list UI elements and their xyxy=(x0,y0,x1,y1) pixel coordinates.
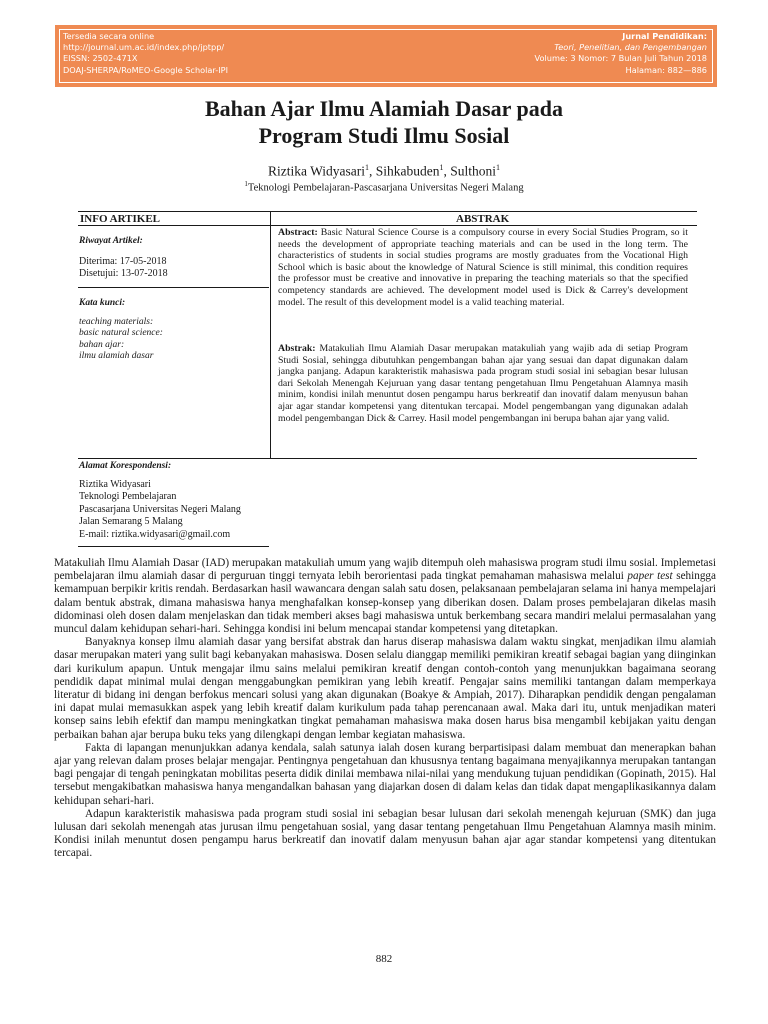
affiliation-sup: 1 xyxy=(244,180,248,188)
correspondence-line: Jalan Semarang 5 Malang xyxy=(79,516,183,527)
availability-line: Tersedia secara online xyxy=(63,31,155,41)
abstract-id-label: Abstrak: xyxy=(278,343,316,354)
correspondence-label: Alamat Korespondensi: xyxy=(79,461,172,471)
abstrak-heading: ABSTRAK xyxy=(456,213,510,225)
correspondence-line: Teknologi Pembelajaran xyxy=(79,491,177,502)
author-sup: 1 xyxy=(365,163,370,172)
keywords-label: Kata kunci: xyxy=(79,298,126,308)
author-name: Sihkabuden xyxy=(375,163,440,179)
keyword: basic natural science: xyxy=(79,328,163,338)
abstract-id-text: Matakuliah Ilmu Alamiah Dasar merupakan matakuliah yang wajib ada di setiap Program Studi Sosial, sehingga dibutuhkan pengembangan bahan ajar yang sesuai dan dapat digunakan dalam jangka panjang. Adapun karakteristik mahasiswa pada program studi sosial ini sebagian besar lulusan dari Sekolah Menengah Kejuruan yang dasar tentang pengetahuan Ilmu Pengetahuan Alamnya masih minim, kondisi inilah menuntut dosen pengampu harus berkreatif dan inovatif dalam menyusun bahan ajar agar standar kompetensi yang ditentukan tercapai. Model pengembangan yang digunakan adalah model pengembangan Dick & Carrey. Hasil model pengembangan ini berupa bahan ajar yang valid. xyxy=(278,343,688,424)
journal-url[interactable]: http://journal.um.ac.id/index.php/jptpp/ xyxy=(63,42,225,53)
affiliation xyxy=(0,180,768,194)
journal-name: Jurnal Pendidikan: xyxy=(622,31,707,41)
affiliation-text: Teknologi Pembelajaran-Pascasarjana Universitas Negeri Malang xyxy=(247,182,524,194)
body-paragraph: Adapun karakteristik mahasiswa pada program studi sosial ini sebagian besar lulusan dari sekolah menengah kejuruan (SMK) dan juga lulusan dari sekolah menengah atas jurusan ilmu pengetahuan sosial, yang dasar tentang pengetahuan Ilmu Pengetahuan Alamnya masih minim. Kondisi inilah menuntut dosen pengampu harus berkreatif dan inovatif dalam menyusun bahan ajar agar standar kompetensi yang ditentukan tercapai. xyxy=(54,807,716,860)
paper-title xyxy=(0,95,768,149)
correspondence-email[interactable]: E-mail: riztika.widyasari@gmail.com xyxy=(79,528,231,540)
keyword: teaching materials: xyxy=(79,316,154,327)
body-text xyxy=(54,557,716,861)
journal-info xyxy=(535,31,707,76)
availability-info xyxy=(63,31,228,76)
received-date: Diterima: 17-05-2018 xyxy=(79,255,167,267)
history-divider xyxy=(78,287,269,288)
history-label: Riwayat Artikel: xyxy=(79,236,143,246)
page-number: 882 xyxy=(375,953,393,965)
correspondence-line: Pascasarjana Universitas Negeri Malang xyxy=(79,503,241,515)
abstract-en-label: Abstract: xyxy=(278,227,318,238)
author-list: Riztika Widyasari$^1$, Sihkabuden$^1$, Sulthoni$^1$ xyxy=(267,163,501,179)
p1-emphasis: paper test xyxy=(627,570,673,583)
abstract-indonesian xyxy=(278,343,688,424)
keyword: ilmu alamiah dasar xyxy=(79,351,154,361)
approved-date: Disetujui: 13-07-2018 xyxy=(79,268,168,279)
correspondence-line: Riztika Widyasari xyxy=(79,478,151,490)
body-paragraph: Banyaknya konsep ilmu alamiah dasar yang bersifat abstrak dan harus diserap mahasiswa dalam waktu singkat, menjadikan ilmu alamiah dasar merupakan materi yang sulit bagi kebanyakan mahasiswa. Dosen selalu dianggap memiliki pemikiran kreatif sebagai bagian yang diinginkan dari kurikulum apapun. Untuk mengajar ilmu sains melalui pemikiran kreatif dengan contoh-contoh yang menunjukkan bagaimana seorang pendidik dapat minimal mulai dengan menggabungkan pemikiran yang lebih kreatif. Pengajar sains memiliki tantangan dalam memperkaya literatur di bidang ini dengan berfokus mencari solusi yang akan digunakan (Boakye & Ampiah, 2017). Diharapkan pendidik dengan pengalaman ini dapat mulai memasukkan aspek yang lebih kreatif dalam kurikulum pada tahap perencanaan awal. Maka dari itu, untuk menjadikan materi konsep sains lebih efektif dan mampu meningkatkan tingkat pemahaman mahasiswa maka dosen harus bisa mengambil kebijakan yaitu dengan perbaikan bahan ajar berupa buku teks yang dilengkapi dengan lembar kegiatan mahasiswa. xyxy=(54,636,716,741)
keywords-section xyxy=(79,297,269,363)
eissn: EISSN: 2502-471X xyxy=(63,53,138,64)
p1-start: Matakuliah Ilmu Alamiah Dasar (IAD) merupakan matakuliah umum yang wajib ditempuh oleh mahasiswa program studi ilmu sosial. Implemetasi pembelajaran ilmu alamiah dasar di perguruan tinggi ternyata lebih berorientasi pada tingkat pemahaman mahasiswa melalui xyxy=(54,557,716,583)
table-top-rule xyxy=(78,211,697,212)
title-line-2: Program Studi Ilmu Sosial xyxy=(258,123,510,148)
title-line-1: Bahan Ajar Ilmu Alamiah Dasar pada xyxy=(205,96,563,121)
table-header-rule xyxy=(78,225,697,226)
body-paragraph xyxy=(54,557,716,636)
abstract-en-text: Basic Natural Science Course is a compulsory course in every Social Studies Program, so it needs the development of appropriate teaching materials and can be used in the long term. The characteristics of students in social studies programs are mostly graduates from the Vocational High School which is basic about the knowledge of Natural Science is still minimal, this condition requires the professor must be creative and innovative in preparing the teaching materials so that the specified competency standards are achieved. The development model used is Dick & Carrey's development model. The result of this development model is a valid teaching material. xyxy=(278,227,688,308)
p1-end: sehingga kemampuan berpikir kritis rendah. Berdasarkan hasil wawancara dengan salah satu dosen, pelaksanaan pembelajaran selama ini hanya mempelajari dalam bentuk abstrak, dimana mahasiswa hanya menghafalkan konsep-konsep yang diberikan dosen. Dalam proses pembelajaran dikelas masih didominasi oleh dosen dalam menjelaskan dan tidak memberi akses bagi mahasiswa untuk berkembang secara mandiri melalui permasalahan yang muncul dalam kehidupan sehari-hari. Sehingga kondisi ini belum mencapai standar kompetensi yang ditetapkan. xyxy=(54,570,716,636)
journal-header-banner xyxy=(55,25,717,87)
info-artikel-heading: INFO ARTIKEL xyxy=(80,213,160,225)
correspondence-section xyxy=(79,460,269,541)
column-divider xyxy=(270,211,271,459)
indexing: DOAJ-SHERPA/RoMEO-Google Scholar-IPI xyxy=(63,64,228,75)
author-sup: 1 xyxy=(496,163,501,172)
author-name: Sulthoni xyxy=(450,163,497,179)
keyword: bahan ajar: xyxy=(79,339,125,350)
author-sup: 1 xyxy=(439,163,444,172)
abstract-bottom-rule xyxy=(78,458,697,459)
journal-subtitle: Teori, Penelitian, dan Pengembangan xyxy=(554,42,707,53)
article-history xyxy=(79,235,269,281)
author-name: Riztika Widyasari xyxy=(267,163,366,179)
journal-pages: Halaman: 882—886 xyxy=(625,64,707,75)
correspondence-bottom-rule xyxy=(78,546,269,547)
body-paragraph: Fakta di lapangan menunjukkan adanya kendala, salah satunya ialah dosen kurang berpartisipasi dalam membuat dan menerapkan bahan ajar yang relevan dalam proses belajar mengajar. Pentingnya pengetahuan dan khususnya tentang bagaimana menyajikannya merupakan tantangan bagi pengajar di tengah peningkatan mobilitas peserta didik dinilai membawa nilai-nilai yang mendukung tujuan pendidikan (Gopinath, 2015). Hal tersebut mengakibatkan mahasiswa hanya mengandalkan bahasan yang diajarkan dosen di dalam kelas dan tidak dapat mengaplikasikannya dalam kehidupan sehari-hari. xyxy=(54,741,716,807)
abstract-english xyxy=(278,227,688,308)
journal-volume: Volume: 3 Nomor: 7 Bulan Juli Tahun 2018 xyxy=(534,53,707,64)
